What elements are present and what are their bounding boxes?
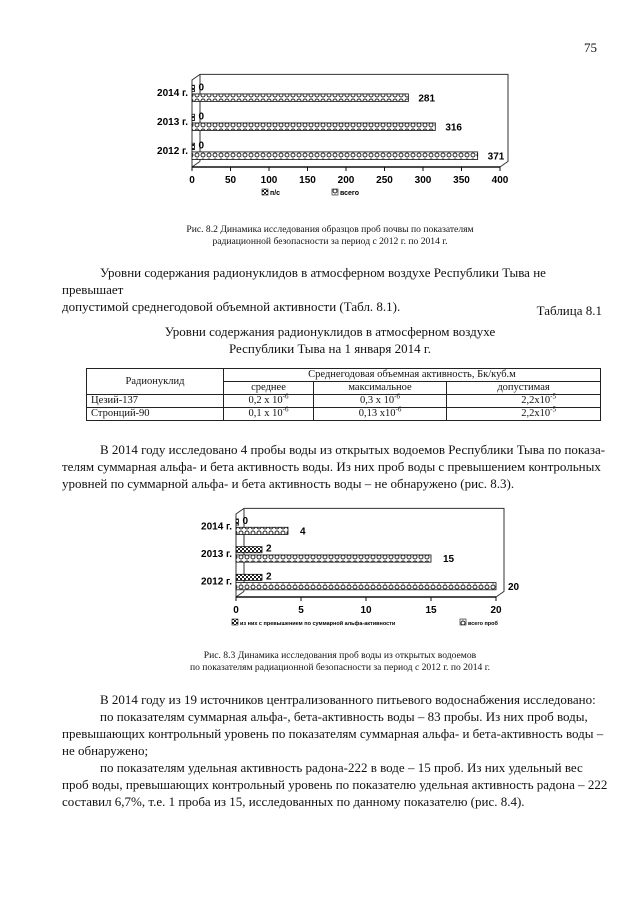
bar-exceed [236,519,239,525]
table-title: Уровни содержания радионуклидов в атмосферном воздухе Республики Тыва на 1 января 2014 г. [164,324,496,356]
table-row: Цезий-137 0,2 x $10^{-6}$ 0,3 x $10^{-6}$ $2,2x10^{-5}$ [87,395,601,408]
th-nuclide: Радионуклид [87,369,224,395]
value-label: 0 [198,111,205,123]
bar-total [236,527,288,534]
x-tick-label: 100 [260,175,278,186]
chart-floor-edge [236,591,244,597]
chart-legend [232,619,499,627]
value-label: 281 [418,93,436,105]
chart-soil-samples [140,68,520,211]
legend-swatch [332,189,338,195]
value-label: 316 [445,122,463,134]
th-max: максимальное [314,382,447,395]
bar-exceed [192,143,195,149]
bar-total [236,583,496,590]
value-label: 2 [266,543,272,555]
x-tick-label: 50 [224,175,237,186]
chart-water-samples [190,500,535,643]
chart-legend [262,189,359,197]
figure-caption-8-3: Рис. 8.3 Динамика исследования проб воды из открытых водоемов по показателям радиационной безопасности за период с 2012 г. по 2014 г. [189,650,491,673]
th-allowed: допустимая [447,382,601,395]
legend-label: п/с [270,190,281,197]
category-label: 2012 г. [201,576,232,588]
category-label: 2013 г. [157,116,188,128]
value-label: 15 [443,554,455,566]
x-tick-label: 20 [490,605,502,616]
radionuclide-table [86,368,601,421]
bar-exceed [192,85,195,91]
legend-swatch [460,619,466,625]
bar-total [236,555,431,562]
legend-label: из них с превышением по суммарной альфа-активности [240,621,396,627]
bar-exceed [236,547,262,553]
table-label: Таблица 8.1 [536,303,602,318]
chart-floor-edge [192,161,200,167]
legend-swatch [262,189,268,195]
legend-label: всего [340,190,360,197]
figure-caption-8-2: Рис. 8.2 Динамика исследования образцов проб почвы по показателям радиационной безопасности за период с 2012 г. по 2014 г. [186,224,474,247]
th-mean: среднее [224,382,314,395]
x-tick-label: 350 [453,175,470,186]
category-label: 2013 г. [201,548,232,560]
page-number: 75 [584,40,597,55]
legend-label: всего проб [468,621,498,627]
value-label: 2 [266,571,272,583]
category-label: 2014 г. [201,521,232,533]
x-tick-label: 250 [376,175,393,186]
x-tick-label: 150 [299,175,316,186]
legend-swatch [232,619,238,625]
th-group: Среднегодовая объемная активность, Бк/куб.м [224,369,601,382]
paragraph-water-open: В 2014 году исследовано 4 пробы воды из открытых водоемов Республики Тыва по показа- телям суммарная альфа- и бета активность воды. Из них проб воды с превышением контрольных уровней по суммарной альфа- и бета активность воды – не обнаружено (рис. 8.3). [62,442,606,491]
bar-exceed [236,574,262,580]
value-label: 20 [508,581,520,593]
bar-total [192,123,435,131]
x-tick-label: 300 [414,175,432,186]
chart-bars [236,519,496,590]
category-label: 2012 г. [157,145,188,157]
x-tick-label: 200 [337,175,355,186]
table-row: Стронций-90 0,1 x $10^{-6}$ 0,13 $x10^{-6}$ $2,2x10^{-5}$ [87,408,601,421]
x-tick-label: 400 [491,175,509,186]
x-tick-label: 0 [189,175,195,186]
category-label: 2014 г. [157,87,188,99]
table-header-row [87,369,601,382]
x-tick-label: 15 [425,605,437,616]
value-label: 0 [198,140,205,152]
value-label: 0 [198,82,205,94]
x-tick-label: 5 [298,605,304,616]
paragraph-air: Уровни содержания радионуклидов в атмосферном воздухе Республики Тыва не превышает допустимой среднегодовой объемной активности (Табл. 8.1). [62,265,546,314]
bar-total [192,152,478,160]
value-label: 4 [300,526,306,538]
value-label: 371 [487,151,505,163]
bar-total [192,94,408,102]
x-tick-label: 10 [360,605,372,616]
value-label: 0 [242,516,249,528]
paragraph-drinking-water: В 2014 году из 19 источников централизованного питьевого водоснабжения исследовано: по показателям суммарная альфа-, бета-активность воды – 83 пробы. Из них проб воды, превышающих контрольный уровень по показателям суммарная альфа- и бета-активность воды – не обнаружено; по показателям удельная активность радона-222 в воде – 15 проб. Из них удельный вес проб воды, превышающих контрольный уровень по показателю удельная активность радона – 222 составил 6,7%, т.е. 1 проба из 15, исследованных по данному показателю (рис. 8.4). [62,692,608,809]
x-tick-label: 0 [233,605,239,616]
bar-exceed [192,114,195,120]
